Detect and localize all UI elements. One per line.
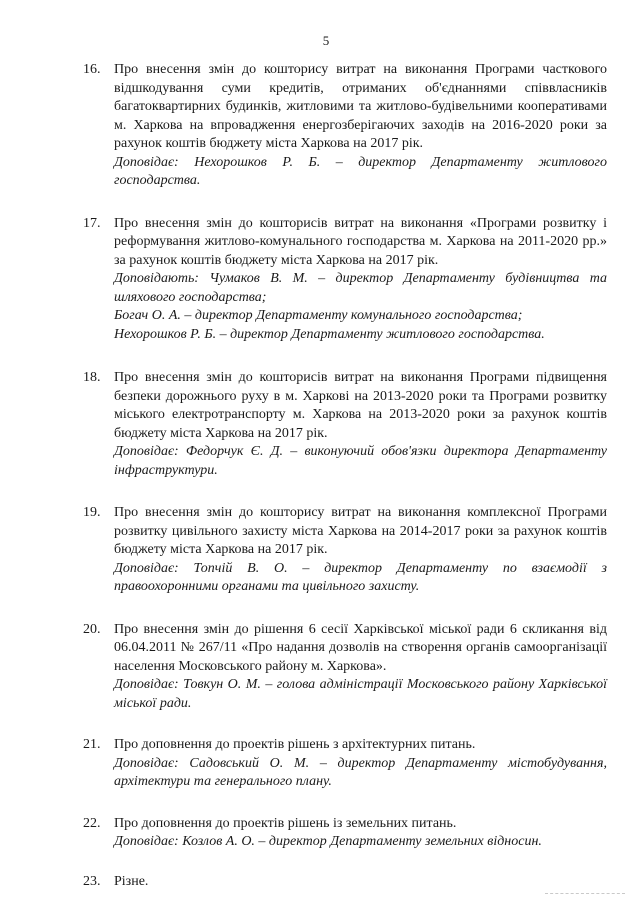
item-speaker: Доповідає: Товкун О. М. – голова адміністрації Московського району Харківської міської ради. (114, 677, 607, 711)
item-title: Про внесення змін до кошторису витрат на виконання комплексної Програми розвитку цивільного захисту міста Харкова на 2014-2017 роки за рахунок коштів бюджету міста Харкова на 2017 рік. (114, 505, 607, 557)
agenda-item-20 (83, 621, 607, 714)
item-number: 20. (83, 621, 101, 637)
item-title: Про доповнення до проектів рішень із земельних питань. (114, 815, 457, 831)
item-body (114, 815, 607, 852)
item-body (114, 369, 607, 480)
item-body (114, 736, 607, 792)
item-title: Про внесення змін до кошторисів витрат на виконання Програми підвищення безпеки дорожнього руху в м. Харкові на 2013-2020 роки та Програми розвитку міського електротранспорту м. Харкова на 2013-2020 роки за рахунок коштів бюджету міста Харкова на 2017 рік. (114, 370, 607, 441)
agenda-item-16 (83, 61, 607, 191)
item-speaker: Доповідає: Садовський О. М. – директор Департаменту містобудування, архітектури та генерального плану. (114, 755, 607, 789)
item-speaker: Нехорошков Р. Б. – директор Департаменту житлового господарства. (114, 326, 545, 342)
item-speaker: Доповідає: Козлов А. О. – директор Департаменту земельних відносин. (114, 834, 542, 849)
scan-edge-line (545, 893, 625, 895)
item-body (114, 61, 607, 191)
agenda-item-23 (83, 873, 607, 892)
item-body (114, 873, 607, 892)
item-title: Про внесення змін до рішення 6 сесії Харківської міської ради 6 скликання від 06.04.2011 № 267/11 «Про надання дозволів на створення органів самоорганізації населення Московського району м. Харкова». (114, 621, 607, 674)
item-title: Різне. (114, 873, 149, 889)
item-number: 18. (83, 370, 101, 385)
item-speaker: Богач О. А. – директор Департаменту комунального господарства; (114, 308, 523, 323)
item-speaker: Доповідає: Нехорошков Р. Б. – директор Департаменту житлового господарства. (114, 154, 607, 188)
page-number: 5 (322, 33, 330, 48)
item-speaker: Доповідає: Федорчук Є. Д. – виконуючий обов'язки директора Департаменту інфраструктури. (114, 444, 607, 478)
agenda-item-18 (83, 369, 607, 480)
agenda-item-17 (83, 215, 607, 345)
agenda-item-21 (83, 736, 607, 792)
agenda-item-19 (83, 504, 607, 597)
item-speaker: Доповідає: Топчій В. О. – директор Департаменту по взаємодії з правоохоронними органами та цивільного захисту. (114, 560, 607, 594)
item-body (114, 504, 607, 597)
agenda-list (83, 61, 607, 891)
item-speaker: Доповідають: Чумаков В. М. – директор Департаменту будівництва та шляхового господарства; (114, 271, 607, 305)
item-body (114, 215, 607, 345)
item-title: Про доповнення до проектів рішень з архітектурних питань. (114, 737, 476, 752)
item-number: 17. (83, 215, 101, 231)
item-number: 19. (83, 505, 101, 520)
item-number: 16. (83, 62, 101, 77)
item-number: 21. (83, 737, 101, 752)
item-body (114, 621, 607, 714)
item-title: Про внесення змін до кошторисів витрат на виконання «Програми розвитку і реформування житлово-комунального господарства м. Харкова на 2011-2020 рр.» за рахунок коштів бюджету міста Харкова на 2017 рік. (114, 215, 607, 268)
item-number: 22. (83, 815, 101, 831)
item-title: Про внесення змін до кошторису витрат на виконання Програми часткового відшкодування суми кредитів, отриманих об'єднаннями співвласників багатоквартирних будинків, житловими та житлово-будівельними кооперативами м. Харкова на впровадження енергозберігаючих заходів на 2016-2020 роки за рахунок коштів бюджету міста Харкова на 2017 рік. (114, 62, 607, 151)
agenda-item-22 (83, 815, 607, 852)
item-number: 23. (83, 873, 101, 889)
